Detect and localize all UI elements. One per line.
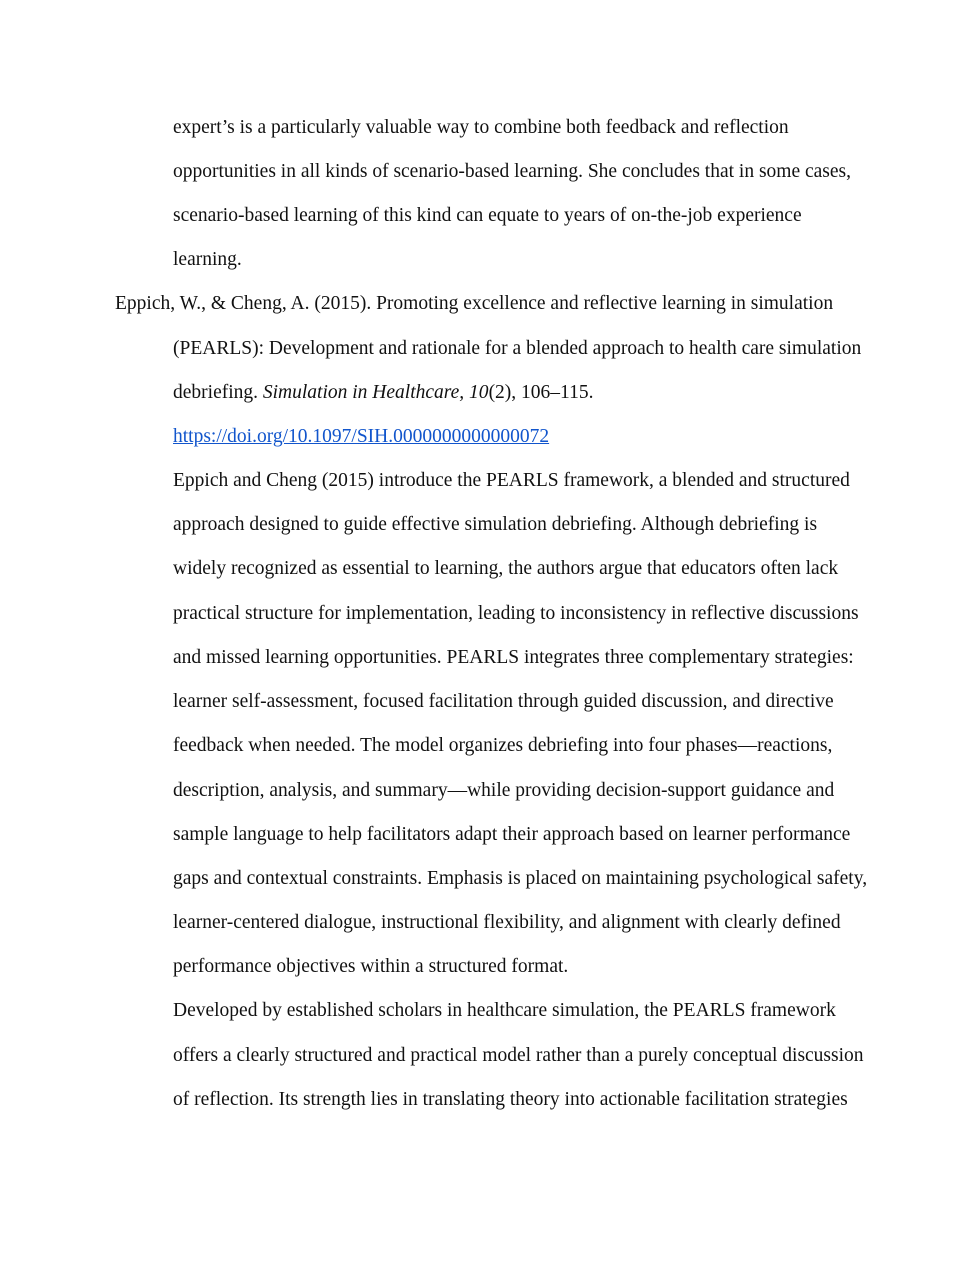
evaluation-line-3: of reflection. Its strength lies in translating theory into actionable facilitation strategies bbox=[173, 1089, 848, 1110]
summary-line-3: widely recognized as essential to learning, the authors argue that educators often lack bbox=[173, 558, 839, 579]
journal-title: Simulation in Healthcare, 10 bbox=[262, 382, 489, 403]
summary-line-4: practical structure for implementation, leading to inconsistency in reflective discussions bbox=[173, 603, 859, 624]
summary-line-10: gaps and contextual constraints. Emphasis is placed on maintaining psychological safety, bbox=[173, 868, 868, 889]
text-line-1: expert’s is a particularly valuable way to combine both feedback and reflection bbox=[173, 117, 789, 138]
summary-line-5: and missed learning opportunities. PEARLS integrates three complementary strategies: bbox=[173, 647, 854, 668]
text-line-2: opportunities in all kinds of scenario-based learning. She concludes that in some cases, bbox=[173, 161, 851, 182]
summary-line-6: learner self-assessment, focused facilitation through guided discussion, and directive bbox=[173, 691, 834, 712]
summary-line-12: performance objectives within a structured format. bbox=[173, 956, 569, 977]
summary-line-8: description, analysis, and summary—while providing decision-support guidance and bbox=[173, 780, 835, 801]
reference-entry-first-line: Eppich, W., & Cheng, A. (2015). Promoting excellence and reflective learning in simulation bbox=[115, 293, 834, 314]
reference-entry-line-3 bbox=[173, 381, 593, 405]
doi-link[interactable]: https://doi.org/10.1097/SIH.0000000000000072 bbox=[173, 426, 550, 447]
summary-line-11: learner-centered dialogue, instructional flexibility, and alignment with clearly defined bbox=[173, 912, 841, 933]
summary-line-7: feedback when needed. The model organizes debriefing into four phases—reactions, bbox=[173, 735, 833, 756]
text-line-4: learning. bbox=[173, 249, 242, 270]
text-line-3: scenario-based learning of this kind can equate to years of on-the-job experience bbox=[173, 205, 802, 226]
summary-line-9: sample language to help facilitators adapt their approach based on learner performance bbox=[173, 824, 851, 845]
citation-issue-pages: (2), 106–115. bbox=[488, 382, 594, 403]
doi-line bbox=[173, 425, 549, 449]
reference-entry-line-2: (PEARLS): Development and rationale for a blended approach to health care simulation bbox=[173, 338, 862, 359]
evaluation-line-1: Developed by established scholars in healthcare simulation, the PEARLS framework bbox=[173, 1000, 836, 1021]
evaluation-line-2: offers a clearly structured and practical model rather than a purely conceptual discussion bbox=[173, 1045, 864, 1066]
summary-line-2: approach designed to guide effective simulation debriefing. Although debriefing is bbox=[173, 514, 818, 535]
summary-line-1: Eppich and Cheng (2015) introduce the PEARLS framework, a blended and structured bbox=[173, 470, 850, 491]
citation-lead: debriefing. bbox=[173, 382, 263, 403]
